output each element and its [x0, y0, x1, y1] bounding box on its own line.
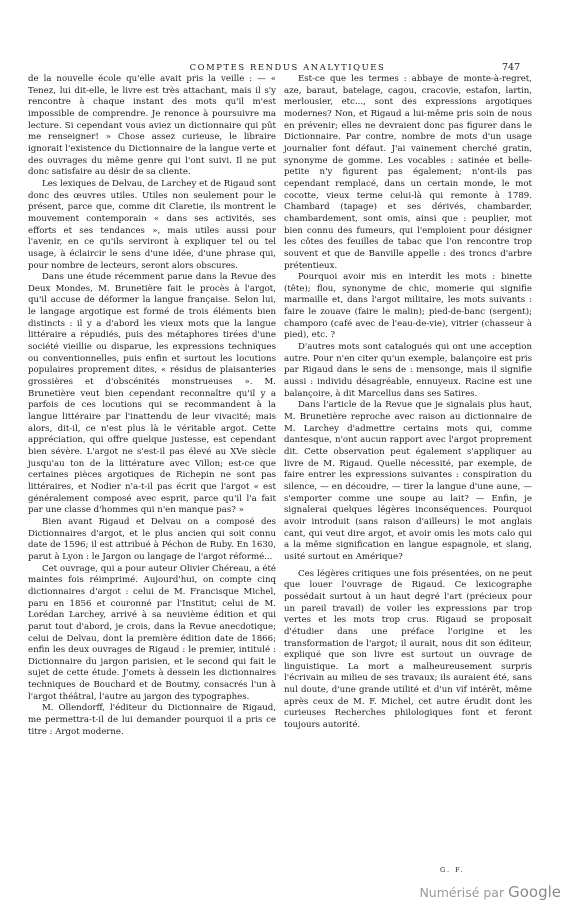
left-paragraph-4: Bien avant Rigaud et Delvau on a composé des Dictionnaires d'argot, et le plus ancien qui soit connu date de 1596; il est attribué à Péchon de Ruby. En 1630, parut à Lyon : le Jargon ou langage de l'argot réformé...: [28, 516, 276, 562]
left-paragraph-5: Cet ouvrage, qui a pour auteur Olivier Chéreau, a été maintes fois réimprimé. Aujourd'hui, on compte cinq dictionnaires d'argot : celui de M. Francisque Michel, paru en 1856 et couronné par l'Institut; celui de M. Lorédan Larchey, arrivé à sa neuvième édition et qui parut tout d'abord, je crois, dans la Revue anecdotique; celui de Delvau, dont la première édition date de 1866; enfin les deux ouvrages de Rigaud : le premier, intitulé : Dictionnaire du jargon parisien, et le second qui fait le sujet de cette étude. J'omets à dessein les dictionnaires techniques de Bouchard et de Boutmy, consacrés l'un à l'argot théâtral, l'autre au jargon des typographes.: [28, 563, 276, 702]
author-signature: G. F.: [440, 866, 465, 874]
left-paragraph-1: de la nouvelle école qu'elle avait pris la veille : — « Tenez, lui dit-elle, le livre est très attachant, mais il s'y rencontre à chaque instant des mots qu'il m'est impossible de comprendre. Je renonce à poursuivre ma lecture. Si cependant vous aviez un dictionnaire qui pût me renseigner! » Chose assez curieuse, le libraire ignorait l'existence du Dictionnaire de la langue verte et des ouvrages du même genre qui l'ont suivi. Il ne put donc satisfaire au désir de sa cliente.: [28, 74, 276, 178]
left-paragraph-3: Dans une étude récemment parue dans la Revue des Deux Mondes, M. Brunetière fait le procès à l'argot, qu'il accuse de déformer la langue française. Selon lui, le langage argotique est formé de trois éléments bien distincts : il y a d'abord les vieux mots que la langue littéraire a répudiés, puis des métaphores tirées d'une société vieillie ou disparue, les expressions techniques ou conventionnelles, puis enfin et surtout les locutions populaires proprement dites, « résidus de plaisanteries grossières et d'obscénités monstrueuses ». M. Brunetière veut bien cependant reconnaître qu'il y a parfois de ces locutions qui se recommandent à la langue littéraire par l'inattendu de leur vivacité; mais alors, dit-il, ce n'est plus là le véritable argot. Cette appréciation, qui offre quelque justesse, est cependant bien sévère. L'argot ne s'est-il pas élevé au XVe siècle jusqu'au ton de la littérature avec Villon; est-ce que certaines pièces argotiques de Richepin ne sont pas littéraires, et Nodier n'a-t-il pas écrit que l'argot « est généralement composé avec esprit, parce qu'il l'a fait par une classe d'hommes qui n'en manque pas? »: [28, 272, 276, 516]
google-logo: Google: [508, 883, 561, 901]
watermark-prefix: Numérisé par: [419, 885, 505, 900]
page-number: 747: [502, 62, 521, 73]
left-paragraph-6: M. Ollendorff, l'éditeur du Dictionnaire de Rigaud, me permettra-t-il de lui demander pourquoi il a pris ce titre : Argot moderne.: [28, 703, 276, 737]
right-paragraph-3: D'autres mots sont catalogués qui ont une acception autre. Pour n'en citer qu'un exemple, balançoire est pris par Rigaud dans le sens de : mensonge, mais il signifie aussi : individu désagréable, ennuyeux. Racine est une balançoire, à dit Marcellus dans ses Satires.: [284, 342, 532, 399]
left-paragraph-2: Les lexiques de Delvau, de Larchey et de Rigaud sont donc des œuvres utiles. Utiles non seulement pour le présent, parce que, comme dit Claretie, ils montrent le mouvement contemporain « dans ses activités, ses efforts et ses tendances », mais utiles aussi pour l'avenir, en ce qu'ils serviront à expliquer tel ou tel usage, à éclaircir le sens d'une idée, d'une phrase qui, pour nombre de lecteurs, seront alors obscures.: [28, 178, 276, 271]
left-column: [28, 74, 276, 738]
right-paragraph-1: Est-ce que les termes : abbaye de monte-à-regret, aze, baraut, batelage, cagou, cracovie, estafon, lartin, merlousier, etc..., sont des expressions argotiques modernes? Non, et Rigaud a lui-même pris soin de nous en prévenir; elles ne devraient donc pas figurer dans le Dictionnaire. Par contre, nombre de mots d'un usage journalier font défaut. J'ai vainement cherché gratin, synonyme de gomme. Les vocables : satinée et belle-petite n'y figurent pas également; n'ont-ils pas cependant remplacé, dans un certain monde, le mot cocotte, vieux terme celui-là qui remonte à 1789. Chambard (tapage) et ses dérivés, chambarder, chambardement, sont omis, ainsi que : peuplier, mot bien connu des fumeurs, qui l'emploient pour désigner les côtes des feuilles de tabac que l'on rencontre trop souvent et que de Banville appelle : des troncs d'arbre prétentieux.: [284, 74, 532, 271]
right-paragraph-5: Ces légères critiques une fois présentées, on ne peut que louer l'ouvrage de Rigaud. Ce lexicographe possédait surtout à un haut degré l'art (précieux pour un pareil travail) de voiler les expressions par trop vertes et les mots trop crus. Rigaud se proposait d'étudier dans une préface l'origine et les transformation de l'argot; il aurait, nous dit son éditeur, expliqué que son livre est surtout un ouvrage de linguistique. La mort a malheureusement surpris l'écrivain au milieu de ses travaux; ils auraient été, sans nul doute, d'une grande utilité et d'un vif intérêt, même après ceux de M. F. Michel, cet autre érudit dont les curieuses Recherches philologiques font et feront toujours autorité.: [284, 568, 532, 731]
right-column: [284, 74, 532, 732]
digitization-watermark: [419, 883, 561, 901]
right-paragraph-2: Pourquoi avoir mis en interdit les mots : binette (tête); flou, synonyme de chic, momerie qui signifie marmaille et, dans l'argot militaire, les mots suivants : faire le zouave (faire le malin); pied-de-banc (sergent); champoro (café avec de l'eau-de-vie), vitrier (chasseur à pied), etc. ?: [284, 272, 532, 341]
right-paragraph-4: Dans l'article de la Revue que je signalais plus haut, M. Brunetière reproche avec raison au dictionnaire de M. Larchey d'admettre certains mots qui, comme dantesque, n'ont aucun rapport avec l'argot proprement dit. Cette observation peut également s'appliquer au livre de M. Rigaud. Quelle nécessité, par exemple, de faire entrer les expressions suivantes : conspiration du silence, — en découdre, — tirer la langue d'une aune, — s'emporter comme une soupe au lait? — Enfin, je signalerai quelques légères inconséquences. Pourquoi avoir introduit (sans raison d'ailleurs) le mot anglais cant, qui veut dire argot, et avoir omis les mots calo qui a la même signification en langue espagnole, et slang, usité surtout en Amérique?: [284, 400, 532, 562]
running-head: COMPTES RENDUS ANALYTIQUES: [189, 62, 386, 72]
